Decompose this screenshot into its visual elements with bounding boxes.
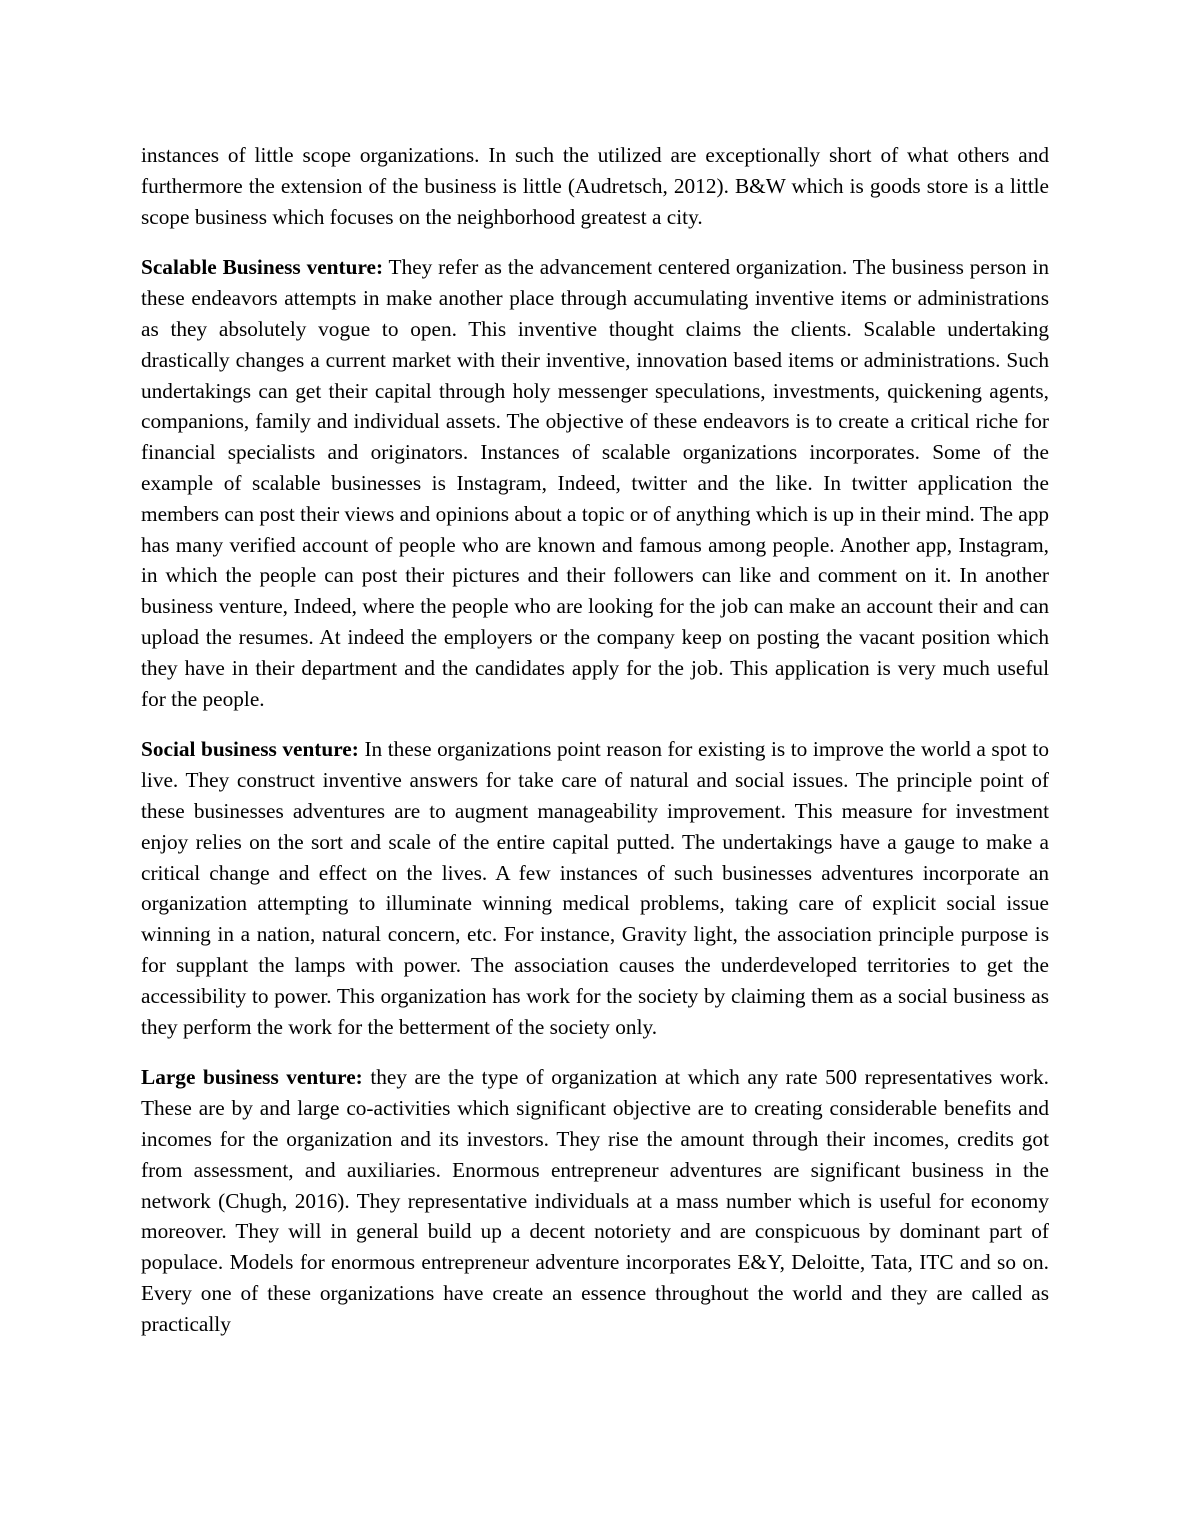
paragraph-body: In these organizations point reason for existing is to improve the world a spot to live. They construct inventive answers for take care of natural and social issues. The principle point of these businesses adventures are to augment manageability improvement. This measure for investment enjoy relies on the sort and scale of the entire capital putted. The undertakings have a gauge to make a critical change and effect on the lives. A few instances of such businesses adventures incorporate an organization attempting to illuminate winning medical problems, taking care of explicit social issue winning in a nation, natural concern, etc. For instance, Gravity light, the association principle purpose is for supplant the lamps with power. The association causes the underdeveloped territories to get the accessibility to power. This organization has work for the society by claiming them as a social business as they perform the work for the betterment of the society only. (141, 737, 1049, 1039)
paragraph-heading: Large business venture: (141, 1065, 363, 1090)
paragraph-body: they are the type of organization at which any rate 500 representatives work. These are by and large co-activities which significant objective are to creating considerable benefits and incomes for the organization and its investors. They rise the amount through their incomes, credits got from assessment, and auxiliaries. Enormous entrepreneur adventures are significant business in the network (Chugh, 2016). They representative individuals at a mass number which is useful for economy moreover. They will in general build up a decent notoriety and are conspicuous by dominant part of populace. Models for enormous entrepreneur adventure incorporates E&Y, Deloitte, Tata, ITC and so on. Every one of these organizations have create an essence throughout the world and they are called as practically (141, 1065, 1049, 1336)
paragraph-small-scale-continued (141, 140, 1049, 232)
paragraph-heading: Scalable Business venture: (141, 255, 384, 280)
paragraph-body: They refer as the advancement centered organization. The business person in these endeavors attempts in make another place through accumulating inventive items or administrations as they absolutely vogue to open. This inventive thought claims the clients. Scalable undertaking drastically changes a current market with their inventive, innovation based items or administrations. Such undertakings can get their capital through holy messenger speculations, investments, quickening agents, companions, family and individual assets. The objective of these endeavors is to create a critical riche for financial specialists and originators. Instances of scalable organizations incorporates. Some of the example of scalable businesses is Instagram, Indeed, twitter and the like. In twitter application the members can post their views and opinions about a topic or of anything which is up in their mind. The app has many verified account of people who are known and famous among people. Another app, Instagram, in which the people can post their pictures and their followers can like and comment on it. In another business venture, Indeed, where the people who are looking for the job can make an account their and can upload the resumes. At indeed the employers or the company keep on posting the vacant position which they have in their department and the candidates apply for the job. This application is very much useful for the people. (141, 255, 1049, 711)
document-page (141, 140, 1049, 1359)
paragraph-large-business-venture (141, 1062, 1049, 1339)
paragraph-body: instances of little scope organizations. In such the utilized are exceptionally short of what others and furthermore the extension of the business is little (Audretsch, 2012). B&W which is goods store is a little scope business which focuses on the neighborhood greatest a city. (141, 143, 1049, 229)
paragraph-scalable-business-venture (141, 252, 1049, 714)
paragraph-social-business-venture (141, 734, 1049, 1042)
paragraph-heading: Social business venture: (141, 737, 359, 762)
